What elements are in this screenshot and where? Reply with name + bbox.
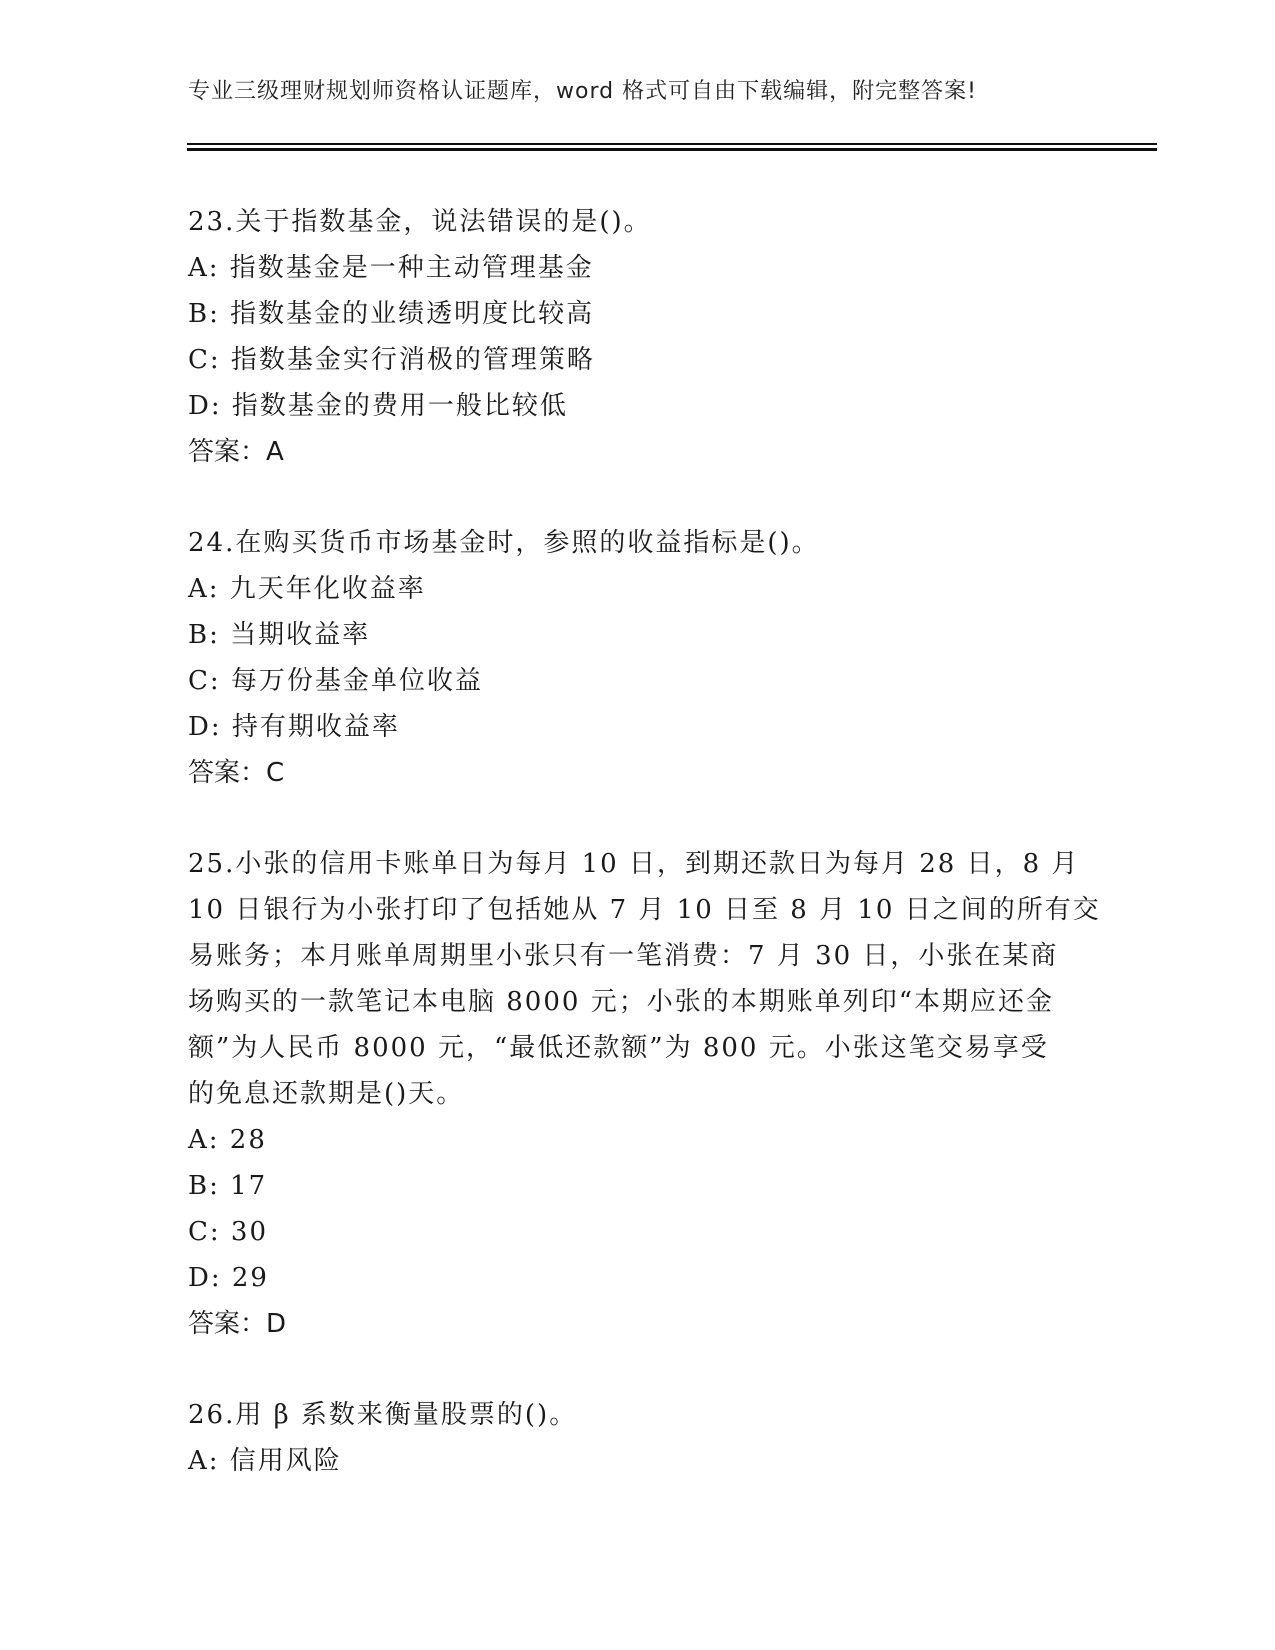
option-b: B: 当期收益率: [188, 620, 371, 650]
option-a: A: 指数基金是一种主动管理基金: [188, 253, 594, 283]
header-rule-thin: [187, 143, 1157, 145]
question-list: [188, 199, 1101, 1529]
answer: 答案：C: [188, 758, 285, 788]
option-d: D: 持有期收益率: [188, 712, 400, 742]
question-stem: 23.关于指数基金，说法错误的是()。: [188, 207, 652, 237]
question-stem-line-6: 的免息还款期是()天。: [188, 1079, 465, 1109]
answer: 答案：A: [188, 437, 284, 467]
option-c: C: 每万份基金单位收益: [188, 666, 483, 696]
question-stem-line-1: 25.小张的信用卡账单日为每月 10 日，到期还款日为每月 28 日，8 月: [188, 849, 1080, 879]
page-header: 专业三级理财规划师资格认证题库，word 格式可自由下载编辑，附完整答案!: [188, 79, 977, 104]
answer: 答案：D: [188, 1309, 287, 1339]
option-b: B: 指数基金的业绩透明度比较高: [188, 299, 595, 329]
option-c: C: 30: [188, 1217, 269, 1247]
option-a: A: 28: [188, 1125, 267, 1155]
question-26: [188, 1392, 1088, 1484]
option-d: D: 29: [188, 1263, 269, 1293]
question-24: [188, 520, 1088, 796]
question-stem-line-5: 额”为人民币 8000 元，“最低还款额”为 800 元。小张这笔交易享受: [188, 1033, 1049, 1063]
question-stem-line-4: 场购买的一款笔记本电脑 8000 元；小张的本期账单列印“本期应还金: [188, 987, 1054, 1017]
question-stem-line-3: 易账务；本月账单周期里小张只有一笔消费：7 月 30 日，小张在某商: [188, 941, 1059, 971]
header-rule-thick: [187, 148, 1157, 151]
option-d: D: 指数基金的费用一般比较低: [188, 391, 568, 421]
option-a: A: 信用风险: [188, 1446, 342, 1476]
question-stem: 26.用 β 系数来衡量股票的()。: [188, 1400, 578, 1430]
question-stem-line-2: 10 日银行为小张打印了包括她从 7 月 10 日至 8 月 10 日之间的所有交: [188, 895, 1101, 925]
option-a: A: 九天年化收益率: [188, 574, 426, 604]
option-b: B: 17: [188, 1171, 268, 1201]
question-25: [188, 841, 1101, 1347]
option-c: C: 指数基金实行消极的管理策略: [188, 345, 595, 375]
question-stem: 24.在购买货币市场基金时，参照的收益指标是()。: [188, 528, 820, 558]
question-23: [188, 199, 1088, 475]
